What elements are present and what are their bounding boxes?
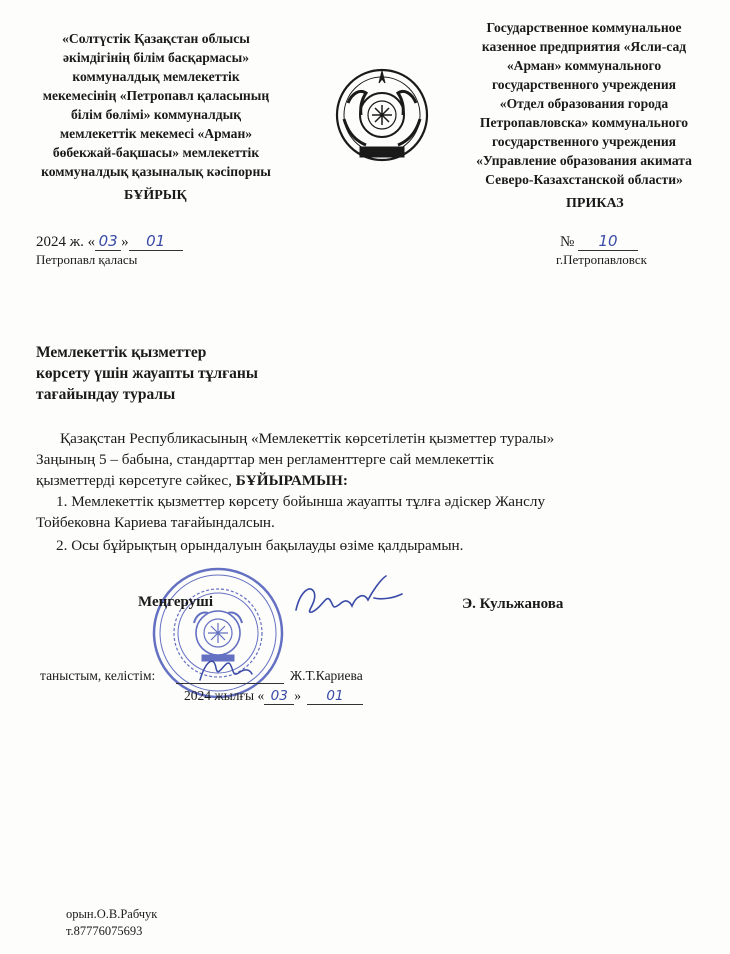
title-line: тағайындау туралы	[36, 386, 176, 403]
kz-org-line: «Солтүстік Қазақстан облысы	[62, 31, 250, 46]
ru-org-line: государственного учреждения	[491, 134, 677, 149]
kz-date-day: 03	[95, 232, 121, 251]
kz-org-header	[22, 29, 290, 181]
kz-org-line: бөбекжай-бақшасы» мемлекеттік	[52, 145, 260, 160]
ru-org-line: казенное предприятия «Ясли-сад	[481, 39, 687, 54]
ack-date-prefix: 2024 жылғы «	[184, 688, 265, 703]
kz-city: Петропавл қаласы	[36, 252, 138, 267]
para1-line1: Қазақстан Республикасының «Мемлекеттік көрсетілетін қызметтер туралы»	[60, 430, 555, 447]
signature-icon	[290, 570, 410, 626]
item1-line1: 1. Мемлекеттік қызметтер көрсету бойынша жауапты тұлға әдіскер Жанслу	[56, 493, 546, 510]
ru-doc-type: ПРИКАЗ	[566, 196, 624, 211]
kz-org-line: білім бөлімі» коммуналдық	[70, 107, 242, 122]
ru-org-header	[448, 18, 720, 189]
ru-org-line: «Отдел образования города	[499, 96, 669, 111]
para1-line3	[36, 470, 348, 491]
ru-number-value: 10	[578, 232, 638, 251]
ru-org-line: «Управление образования акимата	[476, 153, 692, 168]
ru-number	[560, 232, 638, 251]
item2: 2. Осы бұйрықтың орындалуын бақылауды өзіме қалдырамын.	[56, 537, 464, 554]
signatory-name: Э. Кульжанова	[462, 596, 564, 612]
footer	[66, 906, 157, 940]
kz-date-prefix: 2024 ж. «	[36, 234, 96, 250]
title-line: көрсету үшін жауапты тұлғаны	[36, 365, 258, 382]
executor: орын.О.В.Рабчук	[66, 907, 158, 921]
ru-city: г.Петропавловск	[556, 252, 647, 267]
ru-org-line: Государственное коммунальное	[486, 20, 682, 35]
kz-doc-type: БҰЙРЫҚ	[124, 188, 187, 203]
kz-org-line: әкімдігінің білім басқармасы»	[63, 50, 249, 65]
ack-label: таныстым, келістім:	[40, 668, 156, 683]
kz-org-line: коммуналдық қазыналық кәсіпорны	[41, 164, 271, 179]
executor-phone: т.87776075693	[66, 924, 143, 938]
ack-signature-icon	[196, 650, 256, 690]
para1-line3-text: қызметтерді көрсетуге сәйкес,	[36, 472, 236, 489]
kz-org-line: коммуналдық мемлекеттік	[72, 69, 240, 84]
ru-org-line: Петропавловска» коммунального	[479, 115, 689, 130]
ack-date-day: 03	[264, 688, 294, 705]
kz-date	[36, 232, 183, 251]
kz-org-line: мекемесінің «Петропавл қаласының	[42, 88, 270, 103]
kz-date-sep: »	[121, 234, 129, 250]
ack-date-sep: »	[294, 688, 301, 703]
state-emblem-icon	[330, 63, 434, 169]
item1-line2: Тойбековна Кариева тағайындалсын.	[36, 514, 275, 531]
order-title	[36, 342, 258, 405]
ack-date	[184, 688, 363, 705]
ru-org-line: государственного учреждения	[491, 77, 677, 92]
signatory-role: Меңгеруші	[138, 594, 214, 610]
kz-date-month: 01	[129, 232, 183, 251]
ack-name: Ж.Т.Кариева	[290, 668, 363, 683]
title-line: Мемлекеттік қызметтер	[36, 344, 207, 361]
para1-line2: Заңының 5 – бабына, стандарттар мен регламенттерге сай мемлекеттік	[36, 451, 494, 468]
kz-org-line: мемлекеттік мекемесі «Арман»	[59, 126, 253, 141]
ru-org-line: Северо-Казахстанской области»	[485, 172, 683, 187]
ru-org-line: «Арман» коммунального	[506, 58, 662, 73]
ack-date-month: 01	[307, 688, 363, 705]
ru-number-label: №	[560, 234, 575, 250]
order-keyword: БҰЙЫРАМЫН:	[235, 472, 348, 489]
